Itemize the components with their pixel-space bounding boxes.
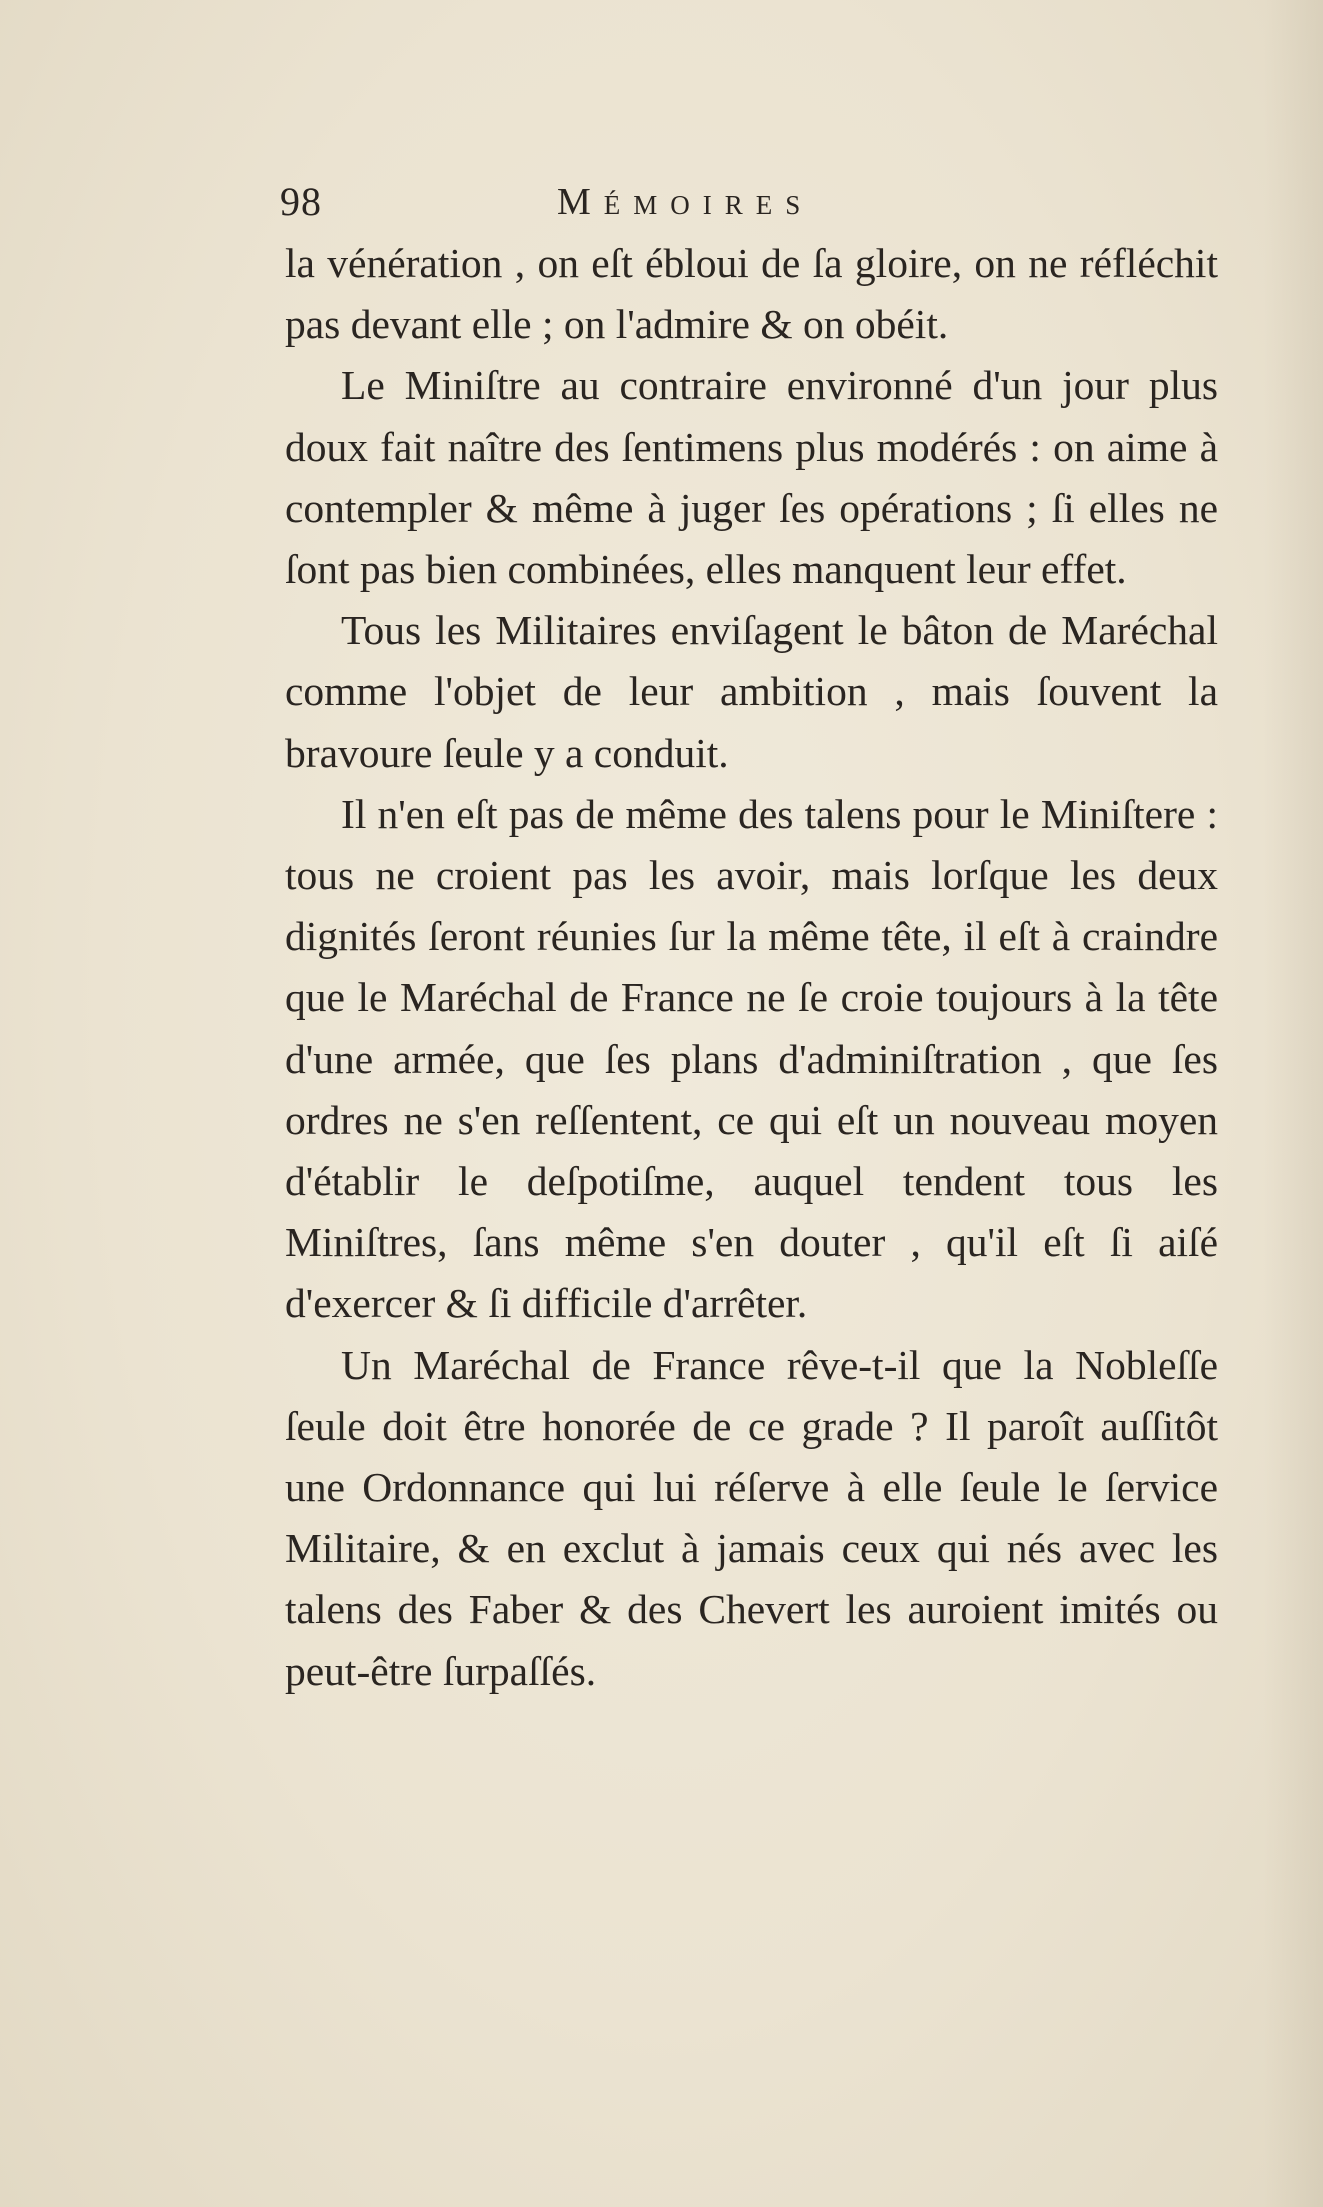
running-head: Mémoires	[557, 181, 814, 223]
page-edge-shadow	[1263, 0, 1323, 2207]
paragraph: Le Miniſtre au contraire environné d'un jour plus doux fait naître des ſentimens plus modérés : on aime à contempler & même à juger ſes opérations ; ſi elles ne ſont pas bien combinées, elles manquent leur effet.	[285, 362, 1218, 593]
body-text	[285, 233, 1218, 1702]
page-number: 98	[280, 179, 322, 224]
page-header	[280, 172, 980, 232]
paragraph: Tous les Militaires enviſagent le bâton de Maréchal comme l'objet de leur ambition , mais ſouvent la bravoure ſeule y a conduit.	[285, 607, 1218, 776]
paragraph: la vénération , on eſt ébloui de ſa gloire, on ne réfléchit pas devant elle ; on l'admire & on obéit.	[285, 240, 1218, 348]
paragraph: Un Maréchal de France rêve-t-il que la Nobleſſe ſeule doit être honorée de ce grade ? Il paroît auſſitôt une Ordonnance qui lui réſerve à elle ſeule le ſervice Militaire, & en exclut à jamais ceux qui nés avec les talens des Faber & des Chevert les auroient imités ou peut-être ſurpaſſés.	[285, 1341, 1218, 1694]
paragraph: Il n'en eſt pas de même des talens pour le Miniſtere : tous ne croient pas les avoir, mais lorſque les deux dignités ſeront réunies ſur la même tête, il eſt à craindre que le Maréchal de France ne ſe croie toujours à la tête d'une armée, que ſes plans d'adminiſtration , que ſes ordres ne s'en reſſentent, ce qui eſt un nouveau moyen d'établir le deſpotiſme, auquel tendent tous les Miniſtres, ſans même s'en douter , qu'il eſt ſi aiſé d'exercer & ſi difficile d'arrêter.	[285, 790, 1218, 1327]
